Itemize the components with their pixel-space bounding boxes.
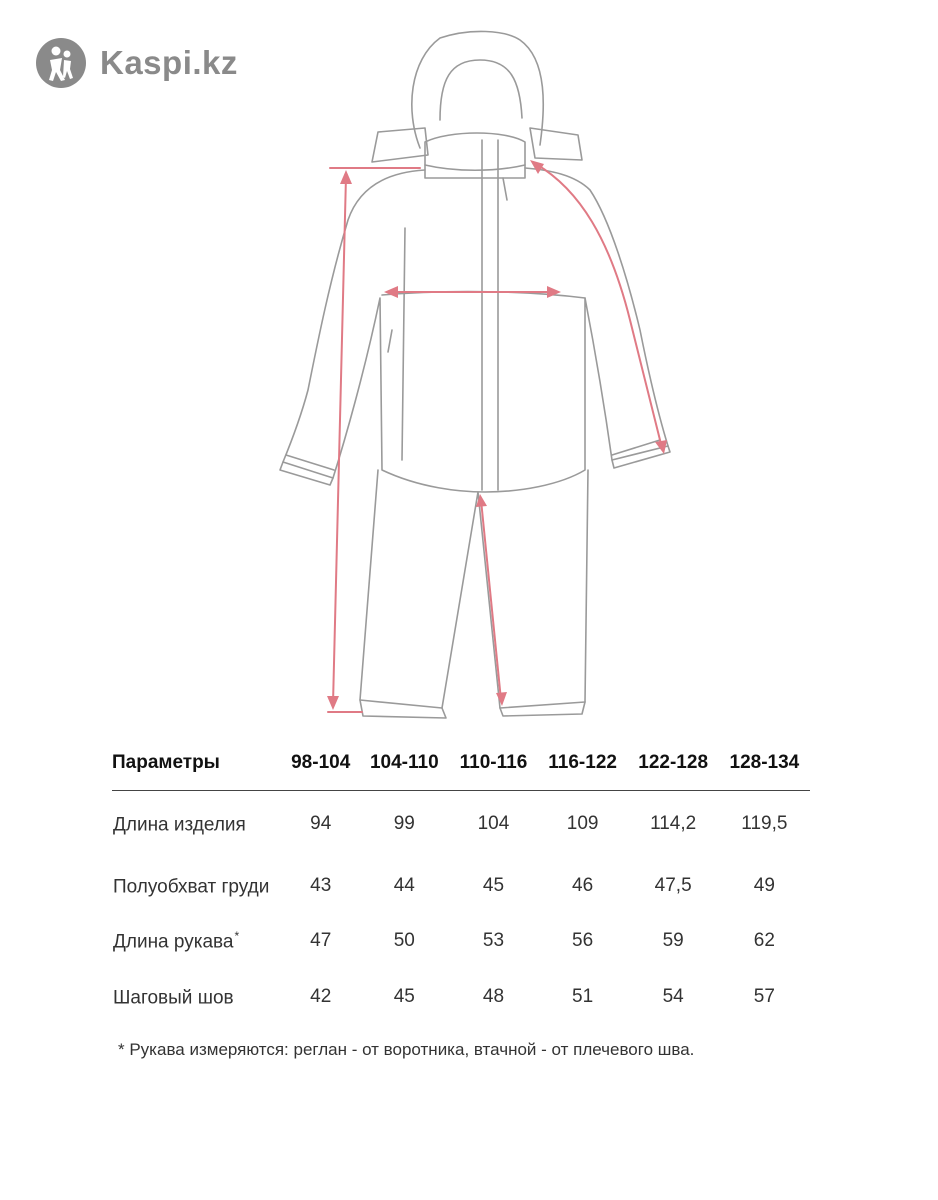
table-row (112, 791, 810, 859)
collar (425, 133, 525, 178)
row-label: Длина рукава* (113, 929, 240, 953)
table-cell: 44 (393, 874, 415, 896)
table-cell: 62 (753, 930, 775, 952)
table-row (112, 969, 810, 1025)
table-cell: 49 (753, 874, 775, 896)
table-cell: 53 (482, 930, 505, 952)
row-label: Шаговый шов (113, 986, 234, 1008)
pants-hem-left (360, 700, 446, 718)
fur-trim-right (530, 128, 582, 160)
table-cell: 42 (310, 985, 332, 1007)
row-label: Полуобхват груди (113, 875, 270, 897)
sleeve-seam-left (402, 228, 405, 460)
table-cell: 99 (393, 813, 415, 834)
table-cell: 54 (662, 985, 684, 1007)
inseam-arrow (481, 500, 501, 700)
table-cell: 48 (482, 985, 505, 1007)
table-cell: 59 (662, 930, 684, 952)
zipper (482, 140, 498, 490)
table-cell: 109 (566, 813, 599, 834)
table-cell: 114,2 (650, 813, 697, 834)
jacket-body (283, 168, 668, 492)
table-cell: 104 (477, 813, 510, 834)
header-size: 110-116 (449, 752, 537, 791)
table-cell: 45 (482, 874, 505, 896)
table-cell: 57 (753, 985, 775, 1007)
size-table (112, 752, 810, 1025)
header-size: 116-122 (538, 752, 628, 791)
table-row (112, 858, 810, 914)
footnote-mark: * (234, 929, 240, 944)
hood-inner (440, 60, 522, 120)
row-label: Длина изделия (113, 814, 246, 836)
header-size: 104-110 (359, 752, 449, 791)
table-cell: 119,5 (741, 813, 788, 834)
pants (360, 470, 588, 708)
size-table-header (112, 752, 810, 791)
table-cell: 50 (393, 930, 415, 952)
table-cell: 94 (310, 813, 332, 834)
footnote: * Рукава измеряются: реглан - от воротника, втачной - от плечевого шва. (118, 1040, 695, 1059)
logo-text: Kaspi.kz (100, 44, 238, 81)
table-cell: 45 (393, 985, 415, 1007)
pocket (388, 330, 392, 352)
table-cell: 46 (572, 874, 594, 896)
collar-line (425, 165, 525, 170)
table-cell: 47,5 (654, 874, 692, 896)
pants-hem-right (500, 702, 585, 716)
table-cell: 47 (310, 930, 332, 952)
header-size: 128-134 (719, 752, 810, 791)
table-cell: 56 (572, 930, 594, 952)
header-size: 122-128 (628, 752, 719, 791)
header-params: Параметры (112, 752, 282, 791)
table-cell: 51 (572, 985, 594, 1007)
table-cell: 43 (310, 874, 332, 896)
header-size: 98-104 (282, 752, 359, 791)
hood-outline (412, 31, 543, 148)
table-row (112, 914, 810, 970)
zipper-pull (503, 178, 507, 200)
